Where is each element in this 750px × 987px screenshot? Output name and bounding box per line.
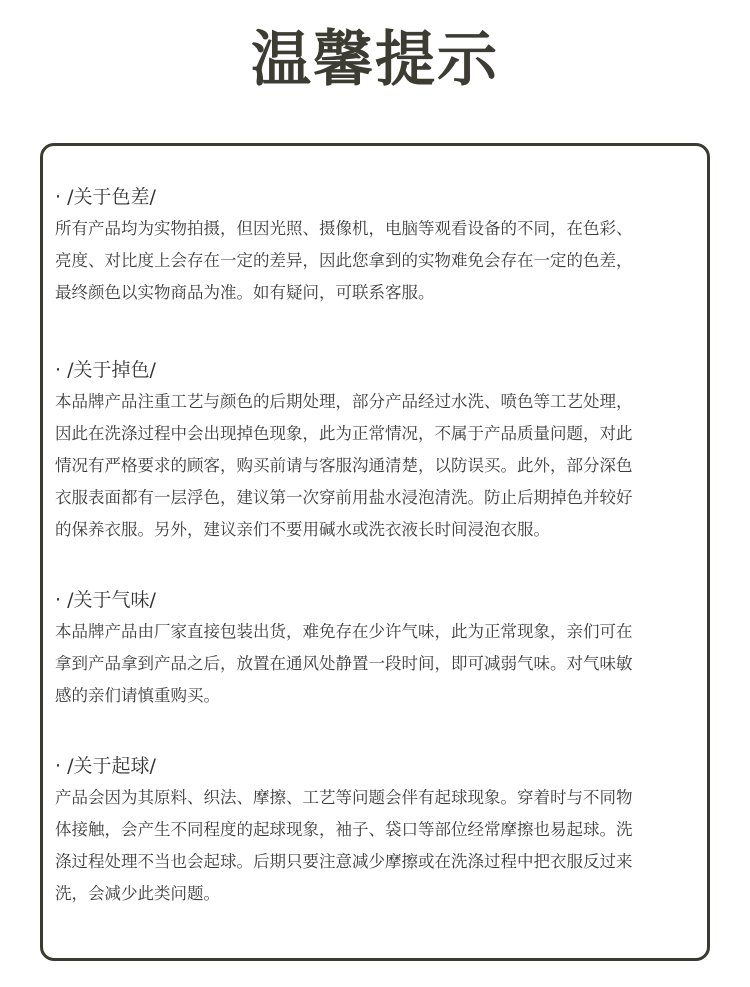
section-text: 本品牌产品注重工艺与颜色的后期处理，部分产品经过水洗、喷色等工艺处理， xyxy=(55,392,633,411)
section-text: 衣服表面都有一层浮色，建议第一次穿前用盐水浸泡清洗。防止后期掉色并较好 xyxy=(55,488,633,507)
section-text: 因此在洗涤过程中会出现掉色现象，此为正常情况，不属于产品质量问题，对此 xyxy=(55,424,633,443)
section-heading: · /关于起球/ xyxy=(55,755,156,777)
section-text: 所有产品均为实物拍摄，但因光照、摄像机，电脑等观看设备的不同，在色彩、 xyxy=(55,219,633,238)
section-text: 亮度、对比度上会存在一定的差异，因此您拿到的实物难免会存在一定的色差， xyxy=(55,251,633,270)
section-fading xyxy=(55,354,705,546)
section-text: 的保养衣服。另外，建议亲们不要用碱水或洗衣液长时间浸泡衣服。 xyxy=(55,520,550,539)
section-text: 本品牌产品由厂家直接包装出货，难免存在少许气味，此为正常现象，亲们可在 xyxy=(55,622,633,641)
section-color-difference xyxy=(55,181,705,309)
section-text: 情况有严格要求的顾客，购买前请与客服沟通清楚，以防误买。此外，部分深色 xyxy=(55,456,633,475)
section-text: 感的亲们请慎重购买。 xyxy=(55,686,220,705)
section-text: 产品会因为其原料、织法、摩擦、工艺等问题会伴有起球现象。穿着时与不同物 xyxy=(55,788,633,807)
section-text: 最终颜色以实物商品为准。如有疑问，可联系客服。 xyxy=(55,283,435,302)
section-text: 体接触，会产生不同程度的起球现象，袖子、袋口等部位经常摩擦也易起球。洗 xyxy=(55,820,633,839)
section-text: 涤过程处理不当也会起球。后期只要注意减少摩擦或在洗涤过程中把衣服反过来 xyxy=(55,852,633,871)
section-odor xyxy=(55,584,705,712)
page-title: 温馨提示 xyxy=(251,25,499,95)
section-pilling xyxy=(55,750,705,910)
section-heading: · /关于气味/ xyxy=(55,589,156,611)
section-heading: · /关于掉色/ xyxy=(55,359,156,381)
section-text: 拿到产品拿到产品之后，放置在通风处静置一段时间，即可减弱气味。对气味敏 xyxy=(55,654,633,673)
section-text: 洗，会减少此类问题。 xyxy=(55,884,220,903)
section-heading: · /关于色差/ xyxy=(55,186,156,208)
